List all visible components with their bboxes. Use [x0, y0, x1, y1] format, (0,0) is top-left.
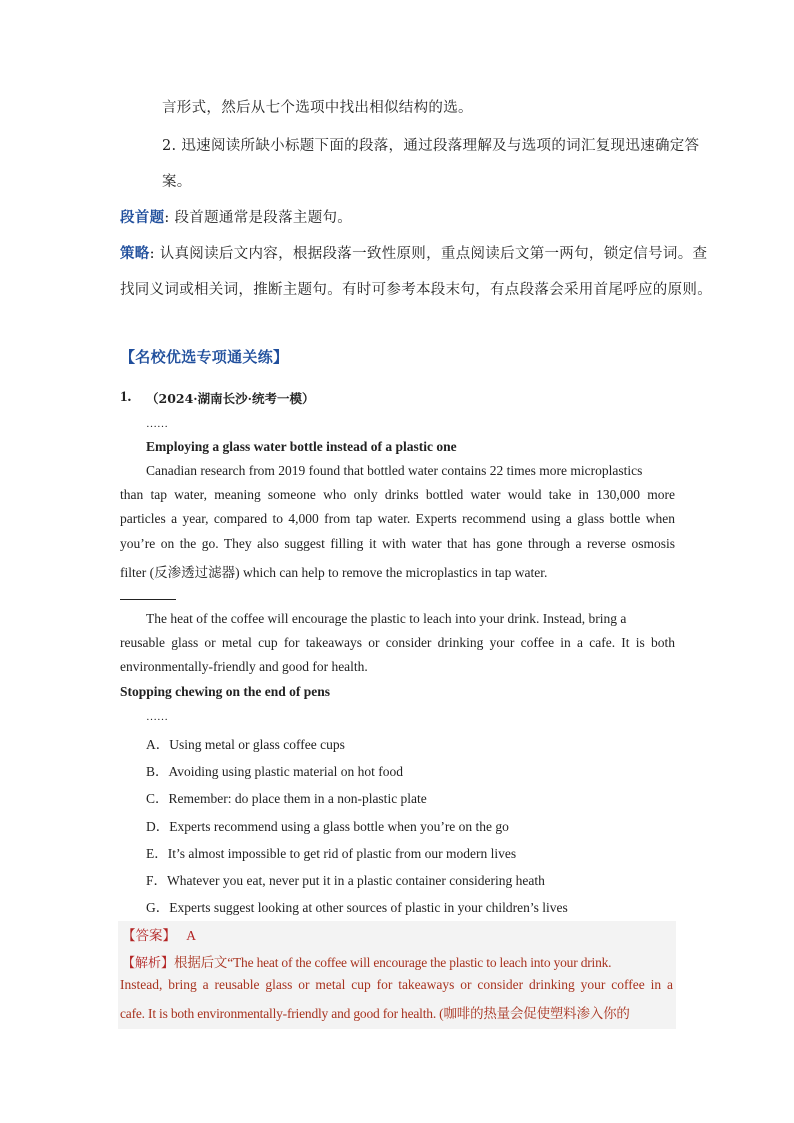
- blank-line: [120, 599, 176, 600]
- para1-line-4: you’re on the go. They also suggest filling it with water that has gone through a reverse osmosis: [120, 536, 675, 551]
- strategy-row: [120, 242, 707, 263]
- answer-value: A: [186, 928, 197, 943]
- answer-label: 【答案】: [122, 928, 176, 944]
- option-d: D．Experts recommend using a glass bottle when you’re on the go: [146, 819, 509, 834]
- first-para-label: 段首题: [120, 209, 165, 226]
- analysis-row: [122, 951, 611, 971]
- ellipsis-2: ……: [146, 711, 168, 723]
- intro-line-3: 案。: [162, 174, 192, 190]
- ellipsis-1: ……: [146, 418, 168, 430]
- option-a: A．Using metal or glass coffee cups: [146, 737, 345, 752]
- para2-line-3: environmentally-friendly and good for health.: [120, 659, 368, 674]
- analysis-label: 【解析】: [122, 956, 175, 971]
- analysis-line-3: cafe. It is both environmentally-friendly and good for health. (咖啡的热量会促使塑料渗入你的: [120, 1006, 630, 1021]
- para1-line-1: Canadian research from 2019 found that bottled water contains 22 times more microplastics: [146, 463, 643, 478]
- heading-2: Stopping chewing on the end of pens: [120, 684, 331, 699]
- para1-line-2: than tap water, meaning someone who only drinks bottled water would take in 130,000 more: [120, 487, 675, 502]
- heading-1: Employing a glass water bottle instead of a plastic one: [146, 439, 457, 454]
- para2-line-2: reusable glass or metal cup for takeaways or consider drinking your coffee in a cafe. It is both: [120, 635, 675, 650]
- option-c: C．Remember: do place them in a non-plastic plate: [146, 791, 427, 806]
- answer-row: [122, 924, 196, 944]
- strategy-label: 策略: [120, 245, 150, 262]
- first-para-row: [120, 206, 352, 227]
- question-number: 1.: [120, 389, 132, 405]
- question-source: （2024·湖南长沙·统考一模）: [146, 391, 315, 406]
- intro-line-2: 2. 迅速阅读所缺小标题下面的段落，通过段落理解及与选项的词汇复现迅速确定答: [162, 138, 700, 154]
- para1-line-5: filter (反渗透过滤器) which can help to remove the microplastics in tap water.: [120, 565, 548, 580]
- section-title: 【名校优选专项通关练】: [120, 348, 289, 366]
- option-f: F．Whatever you eat, never put it in a plastic container considering heath: [146, 873, 545, 888]
- strategy-line-2: 找同义词或相关词，推断主题句。有时可参考本段末句，有点段落会采用首尾呼应的原则。: [120, 282, 712, 298]
- option-g: G．Experts suggest looking at other sources of plastic in your children’s lives: [146, 900, 568, 915]
- intro-line-1: 言形式，然后从七个选项中找出相似结构的选。: [162, 100, 473, 116]
- para1-line-3: particles a year, compared to 4,000 from tap water. Experts recommend using a glass bottle when: [120, 511, 675, 526]
- option-b: B．Avoiding using plastic material on hot food: [146, 764, 403, 779]
- first-para-text: : 段首题通常是段落主题句。: [164, 210, 353, 226]
- analysis-line-1: 根据后文“The heat of the coffee will encourage the plastic to leach into your drink.: [174, 955, 612, 970]
- analysis-line-2: Instead, bring a reusable glass or metal cup for takeaways or consider drinking your coffee in a: [120, 977, 673, 992]
- para2-line-1: The heat of the coffee will encourage the plastic to leach into your drink. Instead, bring a: [146, 611, 627, 626]
- option-e: E．It’s almost impossible to get rid of plastic from our modern lives: [146, 846, 517, 861]
- strategy-line-1: : 认真阅读后文内容，根据段落一致性原则，重点阅读后文第一两句，锁定信号词。查: [149, 246, 708, 262]
